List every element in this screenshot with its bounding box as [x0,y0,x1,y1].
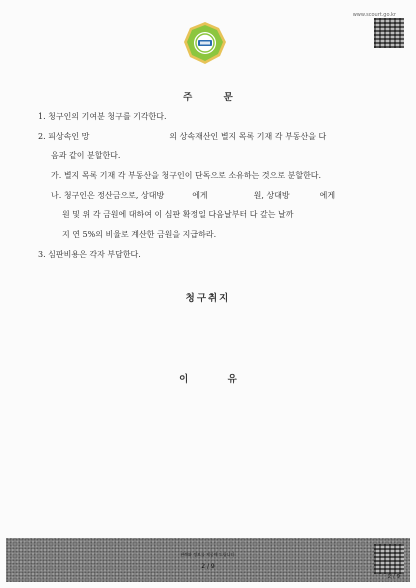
order-line-6: 원 및 위 각 금원에 대하여 이 심판 확정일 다음날부터 다 갚는 날까 [62,210,294,219]
order-line-3: 음과 같이 분할한다. [51,151,121,160]
order-line-5-b: 에게 [192,191,208,200]
footer-note: 판례와 정보를 제공해 드립니다. [180,552,236,557]
order-line-5-a: 나. 청구인은 정산금으로, 상대방 [51,191,165,200]
claim-section-title: 청구취지 [185,293,231,304]
order-line-2 [38,131,326,142]
order-line-5-c: 원, 상대방 [253,191,290,200]
order-line-4: 가. 별지 목록 기재 각 부동산을 청구인이 단독으로 소유하는 것으로 분할한다. [51,171,322,180]
order-section-title: 주 문 [183,92,247,103]
redacted-amount [208,190,254,198]
order-line-7: 지 연 5%의 비율로 계산한 금원을 지급하라. [62,230,217,239]
order-line-2-start: 2. 피상속인 망 [38,132,90,141]
reason-section-title: 이 유 [179,374,255,385]
redacted-name [290,190,320,198]
order-line-8: 3. 심판비용은 각자 부담한다. [38,250,141,259]
footer-band [6,538,410,582]
header-url: www.scourt.go.kr [352,12,396,18]
qr-code-top [374,18,404,48]
order-line-1: 1. 청구인의 기여분 청구를 기각한다. [38,112,167,121]
court-emblem-icon [183,21,227,65]
redacted-name [164,190,192,198]
order-line-5 [51,190,335,201]
page-number-center: 2 / 9 [201,563,215,570]
qr-code-bottom [374,544,404,574]
order-line-2-end: 의 상속재산인 별지 목록 기재 각 부동산을 다 [169,132,327,141]
redacted-name [89,131,169,139]
page-number-corner: 2 / 9 [387,574,400,580]
order-line-5-d: 에게 [319,191,336,200]
